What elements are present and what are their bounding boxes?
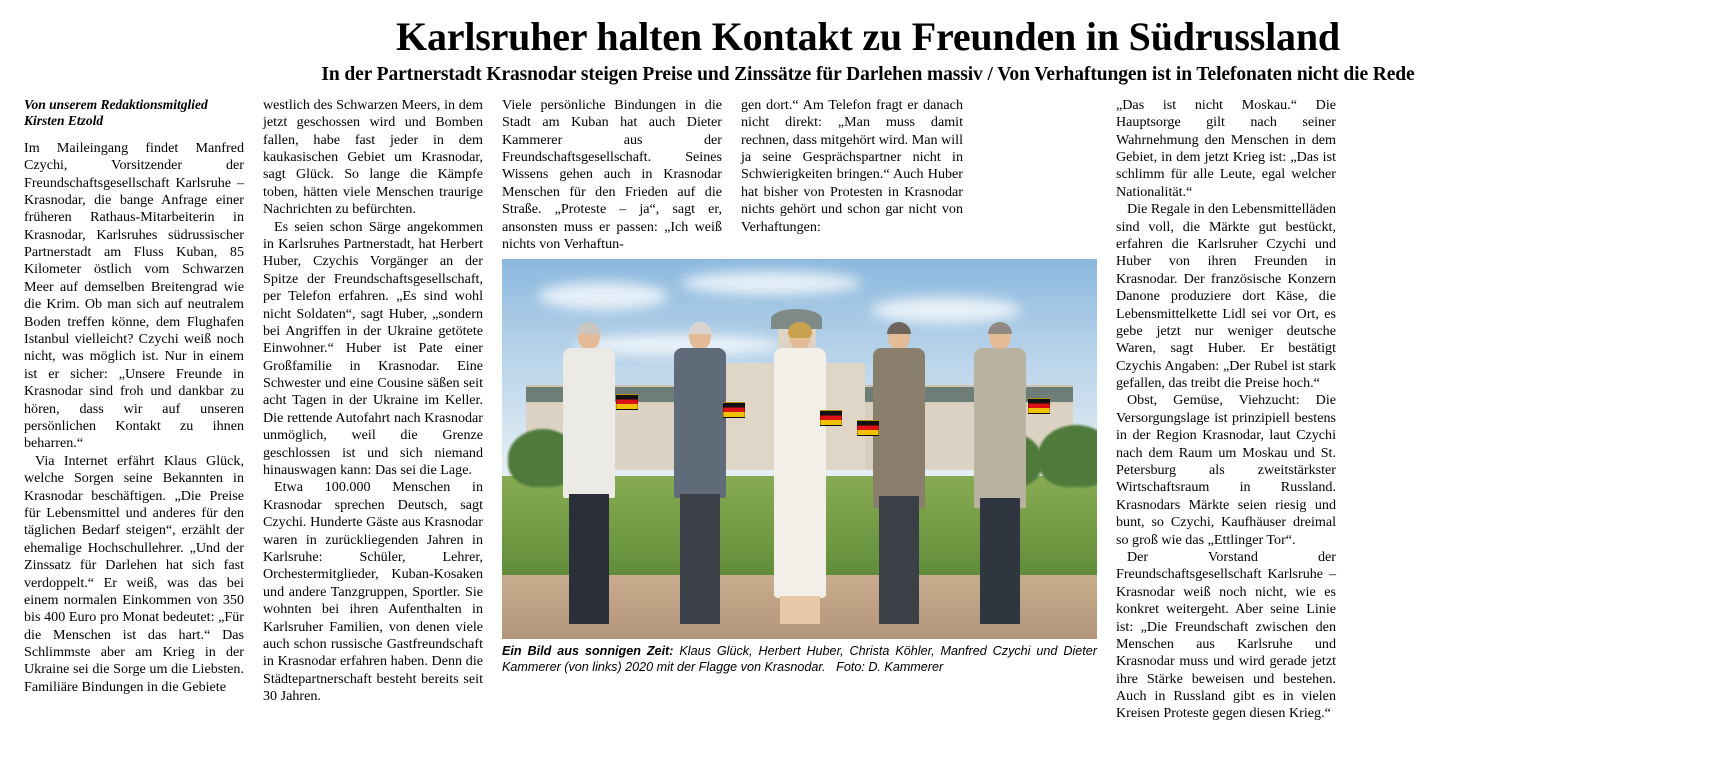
photo-caption bbox=[502, 644, 1097, 676]
jacket bbox=[563, 348, 615, 498]
paragraph: Die Regale in den Lebensmittelläden sind voll, die Märkte gut bestückt, erfahren die Karlsruher Czychi und Huber von ihren Freunden in Krasnodar. Der französische Konzern Danone produziere dort Käse, die Lebensmittelkette Lidl sei vor Ort, es gebe jetzt nur weniger deutsche Waren, sagt Huber. Er bestätigt Czychis Angaben: „Der Rubel ist stark gefallen, das treibt die Preise hoch.“ bbox=[1116, 201, 1336, 392]
paragraph: westlich des Schwarzen Meers, in dem jetzt geschossen wird und Bomben fallen, habe fast jeder in dem kaukasischen Gebiet um Krasnodar, sagt Glück. So lange die Kämpfe toben, hätten viele Menschen traurige Nachrichten zu befürchten. bbox=[263, 96, 483, 218]
paragraph: „Das ist nicht Moskau.“ Die Hauptsorge gilt nach seiner Wahrnehmung den Menschen in dem Gebiet, in dem jetzt Krieg ist: „Das ist schlimm für alle Leute, egal welcher Nationalität.“ bbox=[1116, 96, 1336, 200]
column-4 bbox=[741, 97, 963, 254]
person-manfred-czychi bbox=[853, 324, 945, 624]
article-columns bbox=[24, 97, 1712, 723]
paragraph: Im Maileingang findet Manfred Czychi, Vorsitzender der Freundschaftsgesellschaft Karlsruhe – Krasnodar, die bange Anfrage einer früheren Rathaus-Mitarbeiterin in Krasnodar, Karlsruhes südrussischer Partnerstadt am Fluss Kuban, 85 Kilometer östlich vom Schwarzen Meer auf demselben Breitengrad wie die Krim. Ob man sich auf neutralem Boden treffen könne, dem Flughafen Istanbul vielleicht? Czychi weiß noch nicht, was möglich ist. Nur in einem ist er sicher: „Unsere Freunde in Krasnodar sind froh und dankbar zu hören, dass wir auf unseren persönlichen Kontakt zu ihnen beharren.“ bbox=[24, 139, 244, 452]
dress bbox=[774, 348, 826, 598]
paragraph: Obst, Gemüse, Viehzucht: Die Versorgungslage ist prinzipiell bestens in der Region Krasnodar, laut Czychi nach dem Raum um Moskau und St. Petersburg als zweitstärkster Wirtschaftsraum in Russland. Krasnodars Märkte seien riesig und bunt, so Czychi, Kaufhäuser dreimal so groß wie das „Ettlinger Tor“. bbox=[1116, 392, 1336, 548]
hair bbox=[688, 322, 712, 334]
subheadline: In der Partnerstadt Krasnodar steigen Preise und Zinssätze für Darlehen massiv / Von Verhaftungen ist in Telefonaten nicht die Rede bbox=[321, 64, 1415, 86]
caption-text: Klaus Glück, Herbert Huber, Christa Köhler, Manfred Czychi und Dieter Kammerer (von links) 2020 mit der Flagge von Krasnodar. bbox=[502, 644, 1097, 675]
paragraph: gen dort.“ Am Telefon fragt er danach nicht direkt: „Man muss damit rechnen, dass mitgehört wird. Man will ja seine Gesprächspartner nicht in Schwierigkeiten bringen.“ Auch Huber hat bisher von Protesten in Krasnodar nichts gehört und schon gar nicht von Verhaftungen: bbox=[741, 96, 963, 235]
flag bbox=[723, 402, 745, 418]
column-3-4-with-photo bbox=[502, 97, 1097, 676]
cloud bbox=[681, 271, 861, 295]
flag bbox=[820, 410, 842, 426]
column-2 bbox=[263, 97, 483, 706]
byline: Von unserem Redaktionsmitglied Kirsten Etzold bbox=[24, 96, 208, 129]
tree bbox=[1038, 425, 1098, 487]
column-5 bbox=[1116, 97, 1336, 723]
hair bbox=[788, 322, 812, 338]
person-christa-koehler bbox=[758, 324, 842, 624]
column-1 bbox=[24, 97, 244, 696]
cloud bbox=[538, 282, 668, 310]
trousers bbox=[680, 494, 720, 624]
jacket bbox=[873, 348, 925, 508]
person-klaus-glueck bbox=[544, 324, 634, 624]
photo-credit: Foto: D. Kammerer bbox=[836, 660, 944, 675]
paragraph: Viele persönliche Bindungen in die Stadt am Kuban hat auch Dieter Kammerer aus der Freundschaftsgesellschaft. Seines Wissens gehen auch in Krasnodar Menschen für den Frieden auf die Straße. „Proteste – ja“, sagt er, ansonsten muss er passen: „Ich weiß nichts von Verhaftun- bbox=[502, 96, 722, 252]
paragraph: Via Internet erfährt Klaus Glück, welche Sorgen seine Bekannten in Krasnodar beschäftigen. „Die Preise für Lebensmittel und anderes für den täglichen Bedarf steigen“, erzählt der ehemalige Hochschullehrer. „Und der Zinssatz für Darlehen hat sich fast verdoppelt.“ Er weiß, was das bei einem normalen Einkommen von 350 bis 400 Euro pro Monat bedeutet: „Für die Menschen ist das hart.“ Das Schlimmste aber am Krieg in der Ukraine sei die Sorge um die Liebsten. Familiäre Bindungen in die Gebiete bbox=[24, 452, 244, 695]
column-3 bbox=[502, 97, 722, 254]
paragraph: Der Vorstand der Freundschaftsgesellschaft Karlsruhe – Krasnodar weiß noch nicht, wie es konkret weitergeht. Aber seine Linie ist: „Die Freundschaft zwischen den Menschen aus Karlsruhe und Krasnodar muss und wird gerade jetzt ihre Stärke beweisen und bestehen. Auch in Russland gibt es in vielen Kreisen Proteste gegen diesen Krieg.“ bbox=[1116, 548, 1336, 722]
jacket bbox=[974, 348, 1026, 508]
trousers bbox=[879, 496, 919, 624]
flag bbox=[857, 420, 879, 436]
trousers bbox=[980, 498, 1020, 624]
hair bbox=[577, 322, 601, 334]
paragraph: Etwa 100.000 Menschen in Krasnodar sprechen Deutsch, sagt Czychi. Hunderte Gäste aus Krasnodar waren in zurückliegenden Jahren in Karlsruhe: Schüler, Lehrer, Orchestermitglieder, Kuban-Kosaken und andere Tanzgruppen, Sportler. Sie wohnten bei ihren Aufenthalten in Karlsruher Familien, von denen viele auch schon russische Gastfreundschaft in Krasnodar erfahren haben. Denn die Städtepartnerschaft besteht bereits seit 30 Jahren. bbox=[263, 479, 483, 705]
jacket bbox=[674, 348, 726, 498]
text-above-photo bbox=[502, 97, 1097, 254]
article-photo-block bbox=[502, 259, 1097, 676]
paragraph: Es seien schon Särge angekommen in Karlsruhes Partnerstadt, hat Herbert Huber, Czychis Vorgänger an der Spitze der Freundschaftsgesellschaft, per Telefon erfahren. „Es sind wohl nicht Soldaten“, sagt Huber, „sondern bei Angriffen in der Ukraine getötete Einwohner.“ Huber ist Pate einer Großfamilie in Krasnodar. Eine Schwester und eine Cousine säßen seit acht Tagen in der Ukraine im Keller. Die rettende Autofahrt nach Krasnodar unmöglich, weil die Grenze geschlossen ist und sich niemand hinauswagen kann: Das sei die Lage. bbox=[263, 218, 483, 479]
article-photo bbox=[502, 259, 1097, 639]
caption-lead: Ein Bild aus sonnigen Zeit: bbox=[502, 644, 674, 659]
trousers bbox=[569, 494, 609, 624]
person-dieter-kammerer bbox=[954, 324, 1046, 624]
flag bbox=[1028, 398, 1050, 414]
person-herbert-huber bbox=[657, 324, 743, 624]
hair bbox=[887, 322, 911, 334]
page-title: Karlsruher halten Kontakt zu Freunden in Südrussland bbox=[396, 14, 1340, 59]
legs bbox=[780, 596, 820, 624]
hair bbox=[988, 322, 1012, 334]
flag bbox=[616, 394, 638, 410]
